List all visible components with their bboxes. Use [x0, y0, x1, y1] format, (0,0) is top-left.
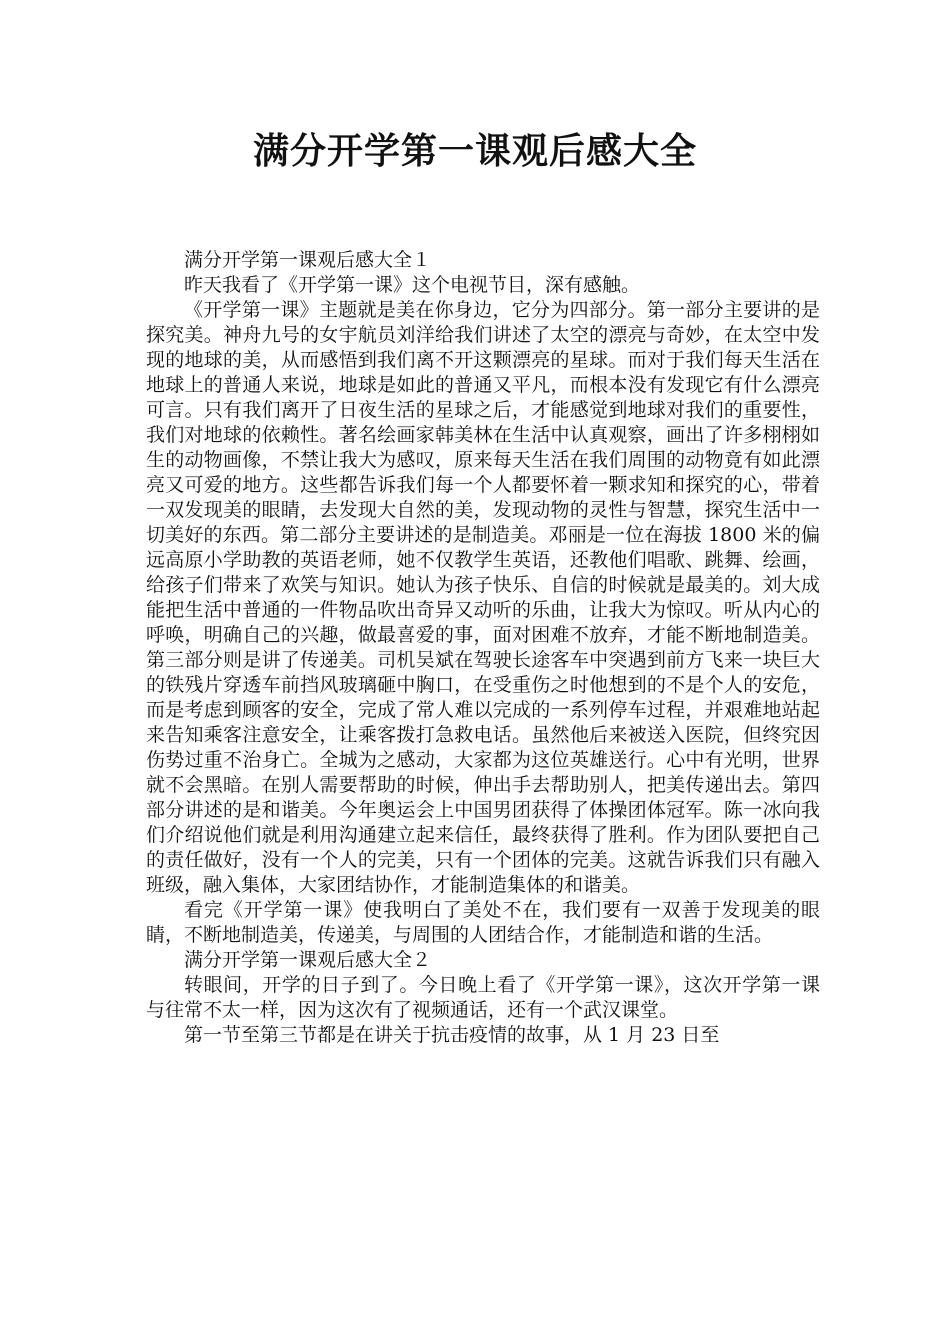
paragraph: 第一节至第三节都是在讲关于抗击疫情的故事，从 1 月 23 日至 — [184, 1024, 720, 1046]
paragraph: 昨天我看了《开学第一课》这个电视节目，深有感触。 — [184, 274, 641, 296]
document-title: 满分开学第一课观后感大全 — [252, 131, 697, 172]
document-body — [146, 248, 820, 1048]
paragraph: 看完《开学第一课》使我明白了美处不在，我们要有一双善于发现美的眼睛，不断地制造美，传递美，与周围的人团结合作，才能制造和谐的生活。 — [146, 899, 820, 946]
section-heading-1: 满分开学第一课观后感大全１ — [184, 249, 432, 271]
paragraph: 转眼间，开学的日子到了。今日晚上看了《开学第一课》，这次开学第一课与往常不太一样，因为这次有了视频通话，还有一个武汉课堂。 — [146, 974, 820, 1021]
paragraph: 《开学第一课》主题就是美在你身边，它分为四部分。第一部分主要讲的是探究美。神舟九号的女宇航员刘洋给我们讲述了太空的漂亮与奇妙，在太空中发现的地球的美，从而感悟到我们离不开这颗漂亮的星球。而对于我们每天生活在地球上的普通人来说，地球是如此的普通又平凡，而根本没有发现它有什么漂亮可言。只有我们离开了日夜生活的星球之后，才能感觉到地球对我们的重要性，我们对地球的依赖性。著名绘画家韩美林在生活中认真观察，画出了许多栩栩如生的动物画像，不禁让我大为感叹，原来每天生活在我们周围的动物竟有如此漂亮又可爱的地方。这些都告诉我们每一个人都要怀着一颗求知和探究的心，带着一双发现美的眼睛，去发现大自然的美，发现动物的灵性与智慧，探究生活中一切美好的东西。第二部分主要讲述的是制造美。邓丽是一位在海拔 1800 米的偏远高原小学助教的英语老师，她不仅教学生英语，还教他们唱歌、跳舞、绘画，给孩子们带来了欢笑与知识。她认为孩子快乐、自信的时候就是最美的。刘大成能把生活中普通的一件物品吹出奇异又动听的乐曲，让我大为惊叹。听从内心的呼唤，明确自己的兴趣，做最喜爱的事，面对困难不放弃，才能不断地制造美。第三部分则是讲了传递美。司机吴斌在驾驶长途客车中突遇到前方飞来一块巨大的铁残片穿透车前挡风玻璃砸中胸口，在受重伤之时他想到的不是个人的安危，而是考虑到顾客的安全，完成了常人难以完成的一系列停车过程，并艰难地站起来告知乘客注意安全，让乘客拨打急救电话。虽然他后来被送入医院，但终究因伤势过重不治身亡。全城为之感动，大家都为这位英雄送行。心中有光明，世界就不会黑暗。在别人需要帮助的时候，伸出手去帮助别人，把美传递出去。第四部分讲述的是和谐美。今年奥运会上中国男团获得了体操团体冠军。陈一冰向我们介绍说他们就是利用沟通建立起来信任，最终获得了胜利。作为团队要把自己的责任做好，没有一个人的完美，只有一个团体的完美。这就告诉我们只有融入班级，融入集体，大家团结协作，才能制造集体的和谐美。 — [146, 299, 820, 896]
section-heading-2: 满分开学第一课观后感大全２ — [184, 949, 432, 971]
